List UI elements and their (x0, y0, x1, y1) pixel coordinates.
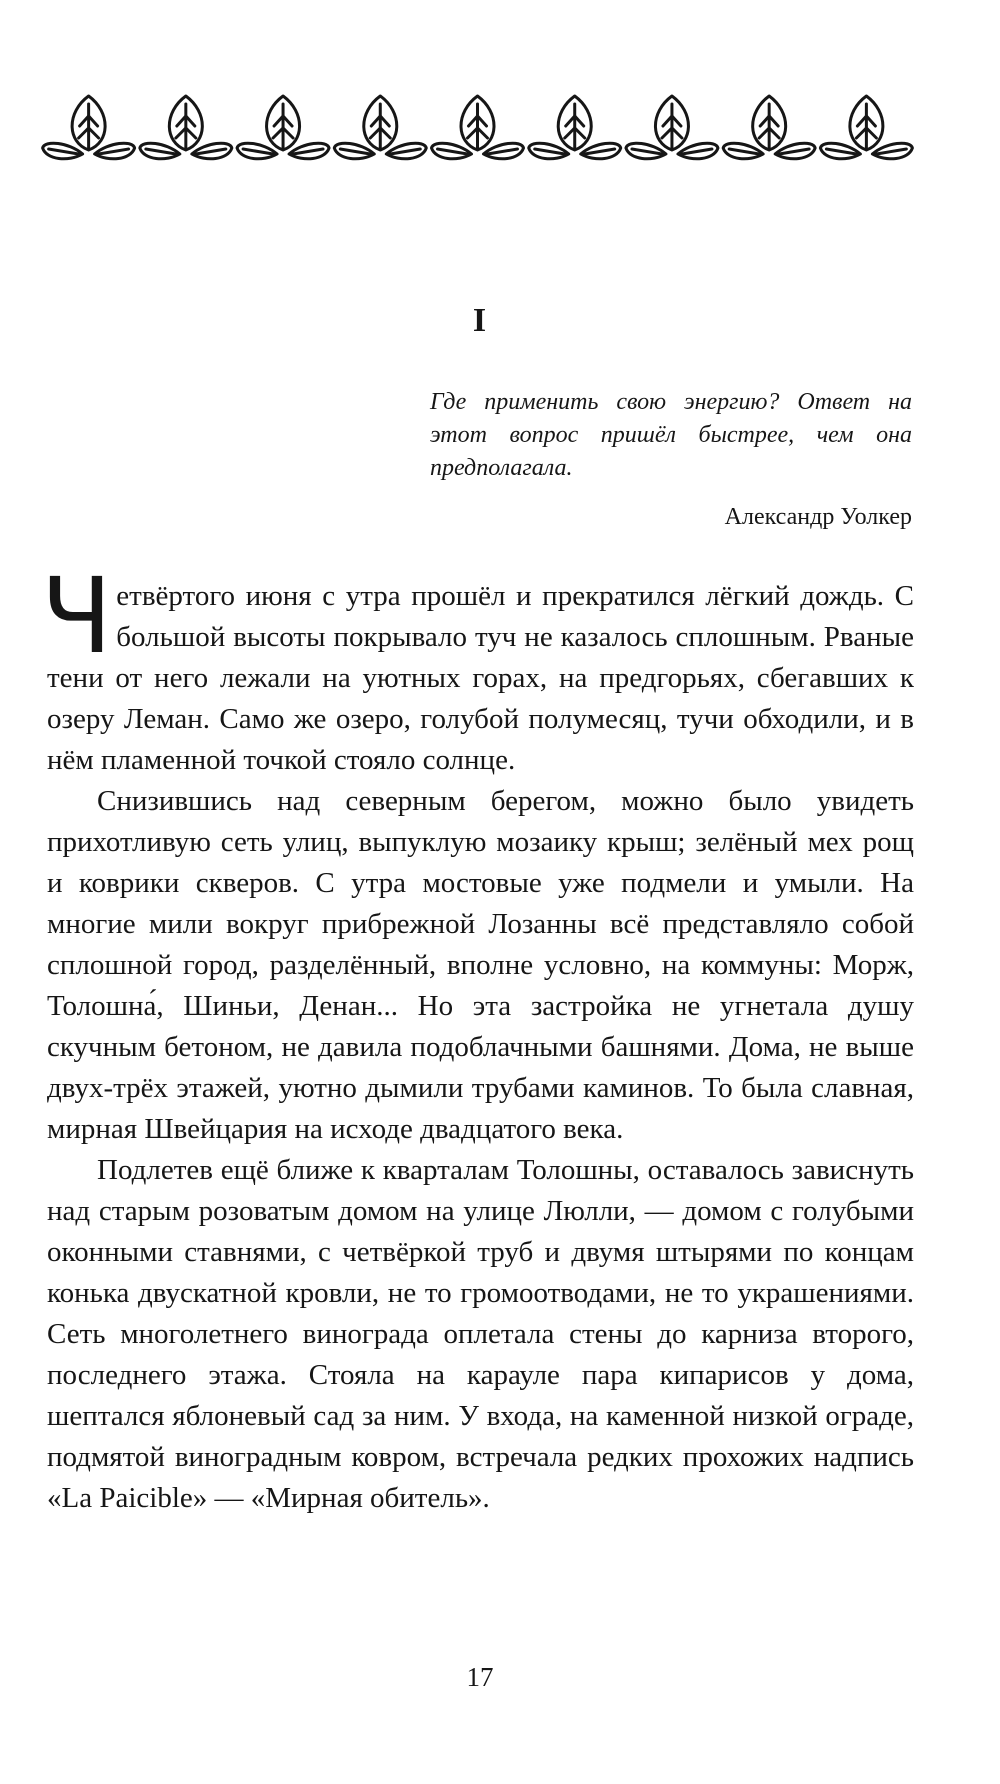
leaf-ornament-icon (432, 96, 524, 159)
leaf-ornament-icon (723, 96, 815, 159)
leaf-ornament-icon (529, 96, 621, 159)
epigraph (430, 386, 912, 534)
epigraph-author: Александр Уолкер (724, 504, 912, 530)
paragraph-2: Снизившись над северным берегом, можно было увидеть прихотливую сеть улиц, выпуклую мозаику крыш; зелёный мех рощ и коврики скверов. С утра мостовые уже подмели и умыли. На многие мили вокруг прибрежной Лозанны всё представляло собой сплошной город, разделённый, вполне условно, на коммуны: Морж, Толошна́, Шиньи, Денан... Но эта застройка не угнетала душу скучным бетоном, не давила подоблачными башнями. Дома, не выше двух-трёх этажей, уютно дымили трубами каминов. То была славная, мирная Швейцария на исходе двадцатого века. (47, 785, 914, 1145)
paragraph-1-text: етвёртого июня с утра прошёл и прекратился лёгкий дождь. С большой высоты покрывало туч не казалось сплошным. Рваные тени от него лежали на уютных горах, на предгорьях, сбегавших к озеру Леман. Само же озеро, голубой полумесяц, тучи обходили, и в нём пламенной точкой стояло солнце. (47, 580, 914, 776)
leaf-ornament-border (40, 92, 915, 182)
paragraph-1 (41, 555, 914, 781)
paragraph-3: Подлетев ещё ближе к кварталам Толошны, оставалось зависнуть над старым розоватым домом на улице Люлли, — домом с голубыми оконными ставнями, с четвёркой труб и двумя штырями по концам конька двускатной кровли, не то громоотводами, не то украшениями. Сеть многолетнего винограда оплетала стены до карниза второго, последнего этажа. Стояла на карауле пара кипарисов у дома, шептался яблоневый сад за ним. У входа, на каменной низкой ограде, подмятой виноградным ковром, встречала редких прохожих надпись «La Paicible» — «Мирная обитель». (47, 1154, 914, 1514)
leaf-ornament-icon (237, 96, 329, 159)
leaf-ornament-icon (626, 96, 718, 159)
leaf-ornament-icon (820, 96, 912, 159)
chapter-number: I (472, 302, 488, 339)
leaf-ornament-icon (334, 96, 426, 159)
epigraph-text: Где применить свою энергию? Ответ на этот вопрос пришёл быстрее, чем она предполагала. (430, 389, 912, 481)
drop-cap: Ч (41, 555, 113, 677)
leaf-ornament-icon (140, 96, 232, 159)
page-number: 17 (466, 1662, 494, 1692)
main-text (41, 555, 914, 1519)
leaf-ornament-icon (43, 96, 135, 159)
